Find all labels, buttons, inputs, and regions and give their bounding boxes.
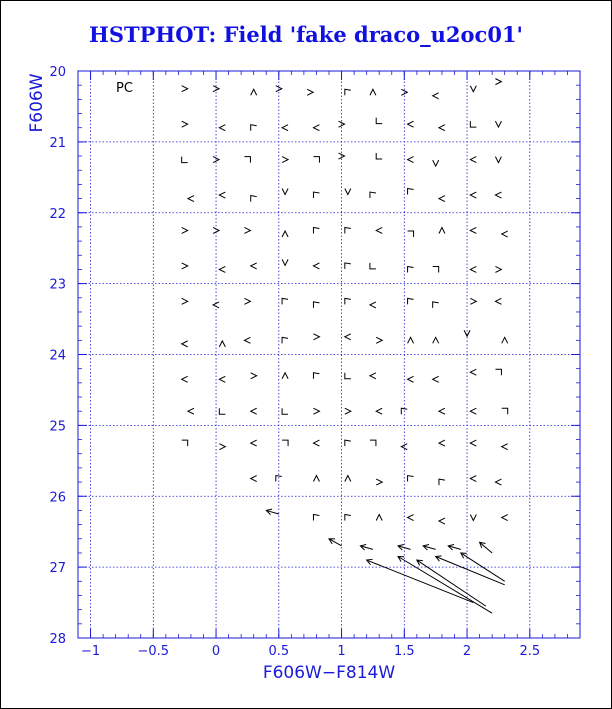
vector-head-9	[417, 560, 423, 565]
data-point-114	[313, 440, 319, 446]
data-point-75	[470, 298, 476, 304]
data-point-25	[282, 157, 288, 163]
x-tick-label: 1	[337, 644, 346, 659]
data-point-83	[376, 337, 382, 343]
data-point-78	[219, 341, 225, 347]
data-point-38	[345, 188, 351, 194]
data-point-50	[376, 227, 382, 233]
data-point-125	[376, 479, 382, 485]
data-point-59	[313, 263, 319, 269]
data-point-9	[470, 86, 476, 92]
data-point-130	[313, 515, 319, 521]
data-point-57	[251, 263, 257, 269]
data-point-100	[219, 408, 225, 414]
data-point-12	[219, 125, 225, 131]
data-point-48	[313, 227, 319, 233]
data-point-110	[182, 440, 188, 446]
data-point-116	[370, 440, 376, 446]
data-point-55	[182, 263, 188, 269]
data-point-60	[345, 263, 351, 269]
data-point-35	[251, 196, 257, 202]
data-point-18	[408, 121, 414, 127]
data-point-68	[244, 298, 250, 304]
data-point-79	[244, 337, 250, 343]
data-point-10	[495, 79, 501, 85]
y-tick-label: 26	[49, 490, 66, 506]
data-point-94	[370, 373, 376, 379]
data-point-84	[408, 337, 414, 343]
data-point-104	[345, 408, 351, 414]
data-point-44	[182, 227, 188, 233]
data-point-11	[182, 121, 188, 127]
data-point-124	[345, 476, 351, 482]
data-point-22	[182, 157, 188, 163]
data-point-43	[495, 192, 501, 198]
data-point-81	[313, 334, 319, 340]
data-point-92	[313, 373, 319, 379]
data-point-41	[439, 196, 445, 202]
data-point-15	[313, 125, 319, 131]
data-point-51	[408, 231, 414, 237]
data-point-64	[470, 266, 476, 272]
data-point-21	[495, 121, 501, 127]
data-point-120	[502, 444, 508, 450]
data-point-101	[251, 408, 257, 414]
chart-title: HSTPHOT: Field 'fake draco_u2oc01'	[89, 22, 523, 47]
y-tick-label: 27	[49, 561, 66, 577]
vector-line-8	[398, 556, 492, 613]
data-point-91	[282, 373, 288, 379]
data-point-17	[376, 118, 382, 124]
data-point-136	[502, 515, 508, 521]
x-tick-label: 1.5	[393, 644, 415, 659]
data-point-97	[470, 369, 476, 375]
data-point-58	[282, 259, 288, 265]
data-point-99	[188, 408, 194, 414]
data-point-108	[470, 408, 476, 414]
data-point-37	[313, 192, 319, 198]
data-point-66	[182, 298, 188, 304]
data-point-39	[370, 192, 376, 198]
data-point-132	[376, 515, 382, 521]
data-point-102	[282, 408, 288, 414]
data-point-5	[345, 89, 351, 95]
data-point-95	[408, 376, 414, 382]
data-point-127	[439, 479, 445, 485]
data-point-0	[182, 86, 188, 92]
data-point-63	[433, 266, 439, 272]
data-point-135	[470, 515, 476, 521]
data-point-56	[219, 266, 225, 272]
y-axis-label: F606W	[27, 73, 47, 133]
y-tick-label: 23	[49, 277, 66, 293]
data-point-118	[439, 440, 445, 446]
data-point-115	[345, 440, 351, 446]
data-point-107	[439, 408, 445, 414]
data-point-53	[470, 227, 476, 233]
vector-line-10	[436, 556, 505, 584]
y-tick-label: 25	[49, 419, 66, 435]
data-point-20	[470, 121, 476, 127]
data-point-70	[313, 302, 319, 308]
x-tick-label: 2.5	[519, 644, 541, 659]
data-point-113	[282, 440, 288, 446]
data-point-129	[495, 479, 501, 485]
data-point-13	[251, 125, 257, 131]
data-point-112	[251, 440, 257, 446]
data-point-32	[495, 157, 501, 163]
data-point-52	[439, 227, 445, 233]
data-point-119	[470, 440, 476, 446]
data-point-121	[251, 476, 257, 482]
data-point-90	[251, 373, 257, 379]
y-tick-label: 24	[49, 348, 66, 364]
data-point-82	[345, 334, 351, 340]
data-point-77	[182, 341, 188, 347]
data-point-31	[470, 157, 476, 163]
x-tick-label: 0.5	[268, 644, 290, 659]
x-tick-label: −0.5	[137, 644, 170, 659]
data-point-76	[495, 298, 501, 304]
vector-line-9	[417, 560, 486, 606]
data-point-71	[345, 298, 351, 304]
data-point-46	[244, 227, 250, 233]
y-tick-label: 28	[49, 632, 66, 647]
data-point-73	[408, 298, 414, 304]
data-point-109	[502, 408, 508, 414]
data-point-80	[282, 337, 288, 343]
data-point-133	[408, 515, 414, 521]
panel-label: PC	[116, 81, 133, 96]
data-point-93	[345, 373, 351, 379]
data-point-29	[408, 157, 414, 163]
data-point-69	[282, 298, 288, 304]
data-point-131	[345, 515, 351, 521]
data-point-8	[433, 93, 439, 99]
data-point-26	[313, 157, 319, 163]
data-point-123	[313, 476, 319, 482]
data-point-88	[182, 376, 188, 382]
data-point-40	[408, 188, 414, 194]
y-tick-label: 22	[49, 206, 66, 222]
data-point-62	[408, 266, 414, 272]
data-point-33	[188, 196, 194, 202]
data-point-89	[219, 376, 225, 382]
data-point-96	[433, 376, 439, 382]
data-point-34	[219, 192, 225, 198]
data-point-85	[433, 337, 439, 343]
data-point-74	[433, 302, 439, 308]
x-tick-label: 0	[211, 644, 221, 659]
x-tick-label: −1	[80, 644, 101, 659]
data-point-126	[408, 476, 414, 482]
vector-line-7	[367, 560, 474, 603]
data-point-65	[495, 266, 501, 272]
data-point-111	[219, 444, 225, 450]
vector-head-11	[461, 553, 467, 558]
data-point-14	[282, 125, 288, 131]
data-point-87	[502, 337, 508, 343]
data-point-72	[370, 302, 376, 308]
data-point-98	[495, 369, 501, 375]
data-point-134	[439, 518, 445, 524]
y-tick-label: 21	[49, 135, 66, 151]
data-point-28	[376, 153, 382, 159]
data-point-30	[433, 160, 439, 166]
data-point-42	[470, 192, 476, 198]
y-tick-label: 20	[49, 65, 66, 80]
data-point-128	[470, 476, 476, 482]
data-point-36	[282, 188, 288, 194]
data-point-19	[439, 125, 445, 131]
data-point-103	[313, 408, 319, 414]
data-point-61	[370, 263, 376, 269]
data-point-4	[307, 89, 313, 95]
data-point-49	[345, 227, 351, 233]
data-point-2	[251, 89, 257, 95]
data-point-6	[370, 89, 376, 95]
x-tick-label: 2	[462, 644, 472, 659]
data-point-54	[502, 231, 508, 237]
data-point-24	[244, 157, 250, 163]
data-point-47	[282, 231, 288, 237]
data-point-105	[376, 408, 382, 414]
x-axis-label: F606W−F814W	[262, 663, 396, 683]
